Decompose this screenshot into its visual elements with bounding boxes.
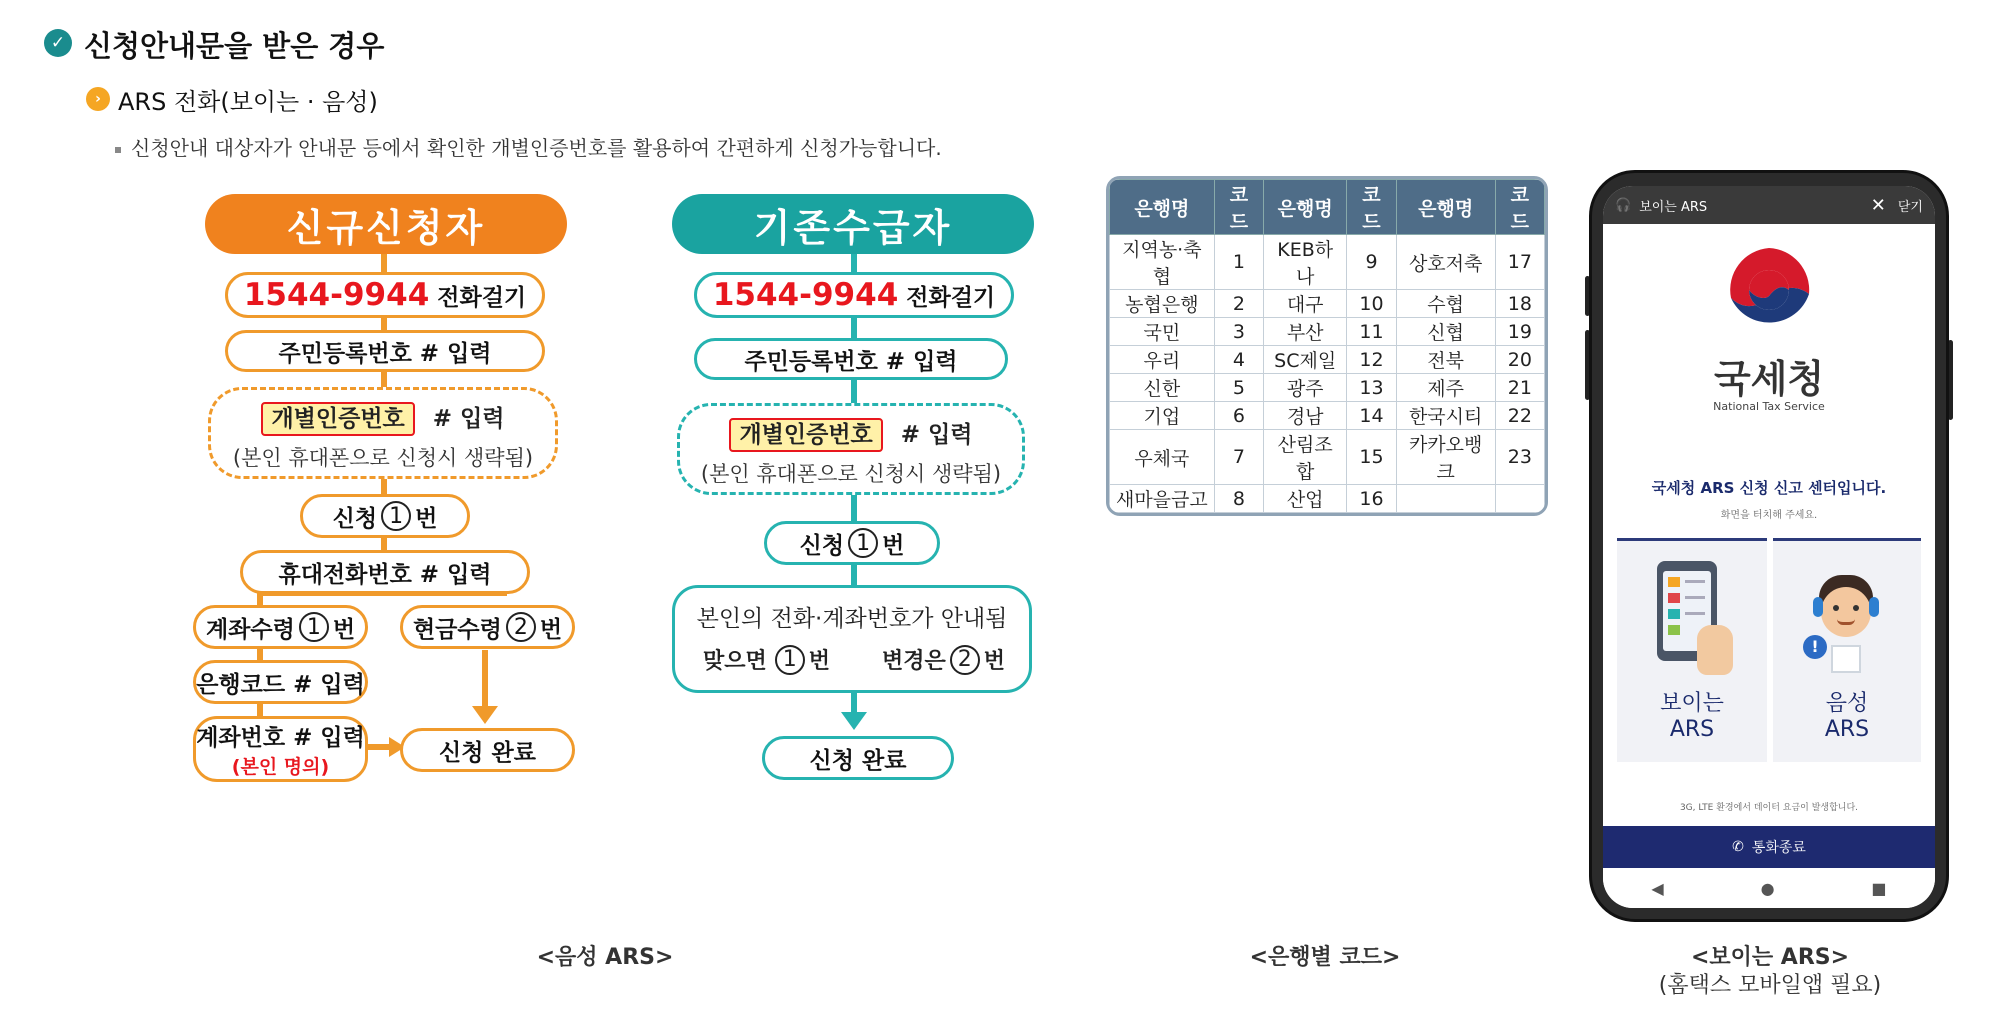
header-code: 코드 [1495,180,1544,235]
apply-label: 신청 [332,505,378,532]
header-bank-name: 은행명 [1396,180,1495,235]
bank-code-cell: 5 [1214,374,1263,402]
bank-name-cell: 제주 [1396,374,1495,402]
phone-hangup-icon: ✆ [1732,839,1744,855]
bullet-icon [115,147,121,153]
apply-number: 1 [381,501,411,531]
description-text: 신청안내 대상자가 안내문 등에서 확인한 개별인증번호를 활용하여 간편하게 신청가능합니다. [131,136,942,160]
voice-ars-line2: ARS [1824,717,1870,742]
bank-name-cell: 지역농·축협 [1110,235,1215,290]
chevron-right-icon: › [86,87,110,111]
auth-code-label: 개별인증번호 [261,402,414,436]
call-step [694,272,1014,318]
account-receive-label: 계좌수령 [205,616,295,643]
call-step [225,272,545,318]
header-bank-name: 은행명 [1264,180,1347,235]
apply-suffix: 번 [882,532,905,559]
bank-name-cell: 산림조합 [1264,430,1347,485]
nts-logo-icon [1721,242,1817,338]
table-row [1110,485,1545,513]
org-name: 국세청 [1713,357,1825,401]
auth-code-note: (본인 휴대폰으로 신청시 생략됨) [700,462,1002,486]
bank-code-cell: 4 [1214,346,1263,374]
android-nav-bar [1603,868,1935,908]
headset-icon: 🎧 [1615,197,1632,213]
bank-code-cell: 8 [1214,485,1263,513]
visible-ars-caption-note: (홈택스 모바일앱 필요) [1658,973,1882,998]
correct-number: 1 [775,645,805,675]
new-applicant-title: 신규신청자 [205,194,567,254]
visible-ars-caption: <보이는 ARS> [1690,945,1850,970]
bank-name-cell: 대구 [1264,290,1347,318]
id-input-step: 주민등록번호 # 입력 [694,338,1008,380]
header-bank-name: 은행명 [1110,180,1215,235]
call-label: 전화걸기 [906,284,996,311]
change-option [882,644,1005,675]
table-row [1110,318,1545,346]
bank-code-caption: <은행별 코드> [1249,945,1401,970]
bank-code-cell: 9 [1347,235,1396,290]
bank-code-cell: 12 [1347,346,1396,374]
account-number-label: 계좌번호 # 입력 [196,725,365,751]
done-step: 신청 완료 [762,736,954,780]
bank-code-step: 은행코드 # 입력 [193,660,368,704]
bank-name-cell: KEB하나 [1264,235,1347,290]
correct-label: 맞으면 [703,649,767,674]
apply-suffix: 번 [415,505,438,532]
bank-name-cell: 산업 [1264,485,1347,513]
bank-code-cell: 15 [1347,430,1396,485]
alert-icon: ! [1803,635,1827,659]
header-code: 코드 [1214,180,1263,235]
auth-code-input-label: # 입력 [900,422,973,448]
auth-step [677,403,1025,495]
phone-screen [1603,186,1935,908]
org-name-en: National Tax Service [1713,400,1825,413]
account-receive-number: 1 [299,612,329,642]
phone-number[interactable]: 1544-9944 [243,277,430,313]
bank-name-cell: 우체국 [1110,430,1215,485]
header-code: 코드 [1347,180,1396,235]
description [115,132,942,161]
table-row [1110,290,1545,318]
close-button[interactable]: 닫기 [1897,199,1923,215]
cash-receive-step [400,605,575,649]
bank-code-cell: 20 [1495,346,1544,374]
sub-title: ARS 전화(보이는 · 음성) [118,88,378,116]
end-call-label: 통화종료 [1751,840,1806,856]
bank-code-cell: 21 [1495,374,1544,402]
flow-connector [482,650,488,710]
mobile-input-step: 휴대전화번호 # 입력 [240,550,530,594]
bank-name-cell: 부산 [1264,318,1347,346]
table-row [1110,235,1545,290]
bank-code-cell: 23 [1495,430,1544,485]
bank-table [1109,179,1545,513]
bank-name-cell: 전북 [1396,346,1495,374]
call-label: 전화걸기 [437,284,527,311]
bank-name-cell: 농협은행 [1110,290,1215,318]
bank-name-cell [1396,485,1495,513]
bank-name-cell: 우리 [1110,346,1215,374]
data-charge-note: 3G, LTE 환경에서 데이터 요금이 발생합니다. [1679,803,1859,813]
bank-name-cell: 기업 [1110,402,1215,430]
bank-name-cell: 국민 [1110,318,1215,346]
pointing-hand-icon [1697,625,1733,675]
bank-name-cell: 신협 [1396,318,1495,346]
done-step: 신청 완료 [400,728,575,772]
touch-hint: 화면을 터치해 주세요. [1720,510,1818,521]
table-row [1110,346,1545,374]
arrow-down-icon [472,706,498,724]
account-number-step [193,716,368,782]
apply-step [764,521,940,565]
auth-step [208,387,558,479]
apply-step [300,494,470,538]
bank-name-cell: 경남 [1264,402,1347,430]
bank-code-cell: 22 [1495,402,1544,430]
bank-code-cell: 18 [1495,290,1544,318]
voice-ars-line1: 음성 [1825,691,1869,716]
check-circle-icon: ✓ [44,29,72,57]
cash-receive-label: 현금수령 [412,616,502,643]
call-agent-icon [1813,575,1879,645]
guide-text: 본인의 전화·계좌번호가 안내됨 [696,606,1008,632]
voice-ars-button[interactable] [1773,538,1921,762]
bank-name-cell: 상호저축 [1396,235,1495,290]
table-row [1110,430,1545,485]
bank-code-cell [1495,485,1544,513]
bank-code-cell: 14 [1347,402,1396,430]
change-suffix: 번 [983,649,1006,674]
nav-recent-icon[interactable]: ■ [1871,878,1887,898]
cash-receive-number: 2 [506,612,536,642]
apply-label: 신청 [799,532,845,559]
bank-name-cell: 새마을금고 [1110,485,1215,513]
end-call-button[interactable] [1603,826,1935,868]
bank-code-cell: 6 [1214,402,1263,430]
close-icon[interactable]: ✕ [1870,194,1886,216]
auth-code-note: (본인 휴대폰으로 신청시 생략됨) [232,446,534,470]
phone-number[interactable]: 1544-9944 [712,277,899,313]
nav-back-icon[interactable]: ◀ [1651,878,1664,898]
bank-code-cell: 11 [1347,318,1396,346]
nav-home-icon[interactable]: ● [1760,878,1775,898]
account-owner-note: (본인 명의) [231,756,330,778]
bank-code-cell: 7 [1214,430,1263,485]
bank-name-cell: 광주 [1264,374,1347,402]
app-top-title: 보이는 ARS [1639,199,1708,215]
correct-suffix: 번 [808,649,831,674]
app-top-bar [1603,186,1935,224]
auth-code-label: 개별인증번호 [729,418,882,452]
visible-ars-line2: ARS [1669,717,1715,742]
table-row [1110,374,1545,402]
guide-step [672,585,1032,693]
bank-code-table [1106,176,1548,516]
section-title: 신청안내문을 받은 경우 [84,29,385,63]
existing-recipient-title: 기존수급자 [672,194,1034,254]
bank-code-cell: 1 [1214,235,1263,290]
bank-name-cell: 한국시티 [1396,402,1495,430]
apply-number: 1 [848,528,878,558]
bank-code-cell: 13 [1347,374,1396,402]
bank-code-cell: 17 [1495,235,1544,290]
cash-receive-suffix: 번 [539,616,563,643]
change-number: 2 [950,645,980,675]
change-label: 변경은 [882,649,946,674]
table-row [1110,402,1545,430]
account-receive-suffix: 번 [332,616,356,643]
bank-name-cell: 카카오뱅크 [1396,430,1495,485]
id-input-step: 주민등록번호 # 입력 [225,330,545,372]
bank-code-cell: 19 [1495,318,1544,346]
visible-ars-line1: 보이는 [1660,691,1724,716]
account-receive-step [193,605,368,649]
auth-code-input-label: # 입력 [432,406,505,432]
bank-code-cell: 16 [1347,485,1396,513]
bank-code-cell: 10 [1347,290,1396,318]
correct-option [703,644,830,675]
bank-name-cell: SC제일 [1264,346,1347,374]
bank-name-cell: 수협 [1396,290,1495,318]
bank-code-cell: 3 [1214,318,1263,346]
voice-ars-caption: <음성 ARS> [536,945,674,970]
bank-name-cell: 신한 [1110,374,1215,402]
bank-code-cell: 2 [1214,290,1263,318]
arrow-down-icon [841,712,867,730]
agent-shirt-icon [1831,645,1861,673]
headline: 국세청 ARS 신청 신고 센터입니다. [1651,479,1887,497]
visible-ars-button[interactable] [1617,538,1767,762]
